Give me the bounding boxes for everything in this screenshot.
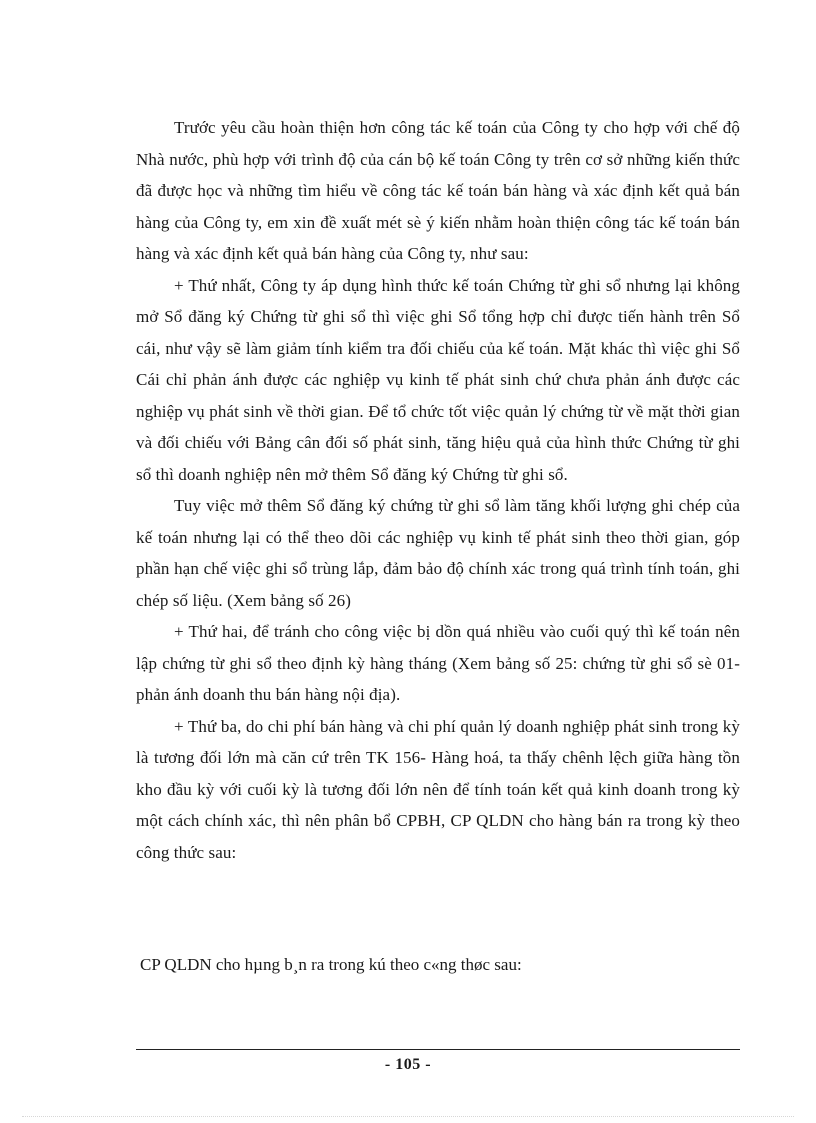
paragraph-first-point: + Thứ nhất, Công ty áp dụng hình thức kế toán Chứng từ ghi sổ nhưng lại không mở Sổ đăng ký Chứng từ ghi sổ thì việc ghi Sổ tổng hợp chỉ được tiến hành trên Sổ cái, như vậy sẽ làm giảm tính kiểm tra đối chiếu của kế toán. Mặt khác thì việc ghi Sổ Cái chỉ phản ánh được các nghiệp vụ kinh tế phát sinh chứ chưa phản ánh được các nghiệp vụ phát sinh về thời gian. Để tổ chức tốt việc quản lý chứng từ về mặt thời gian và đối chiếu với Bảng cân đối số phát sinh, tăng hiệu quả của hình thức Chứng từ ghi sổ thì doanh nghiệp nên mở thêm Sổ đăng ký Chứng từ ghi sổ. xyxy=(136,275,740,484)
paragraph-intro: Trước yêu cầu hoàn thiện hơn công tác kế toán của Công ty cho hợp với chế độ Nhà nước, phù hợp với trình độ của cán bộ kế toán Công ty trên cơ sở những kiến thức đã được học và những tìm hiểu về công tác kế toán bán hàng và xác định kết quả bán hàng của Công ty, em xin đề xuất mét sè ý kiến nhằm hoàn thiện công tác kế toán bán hàng và xác định kết quả bán hàng của Công ty, như sau: xyxy=(136,118,740,263)
body-text xyxy=(136,112,740,868)
page-bottom-dotted-border xyxy=(22,1116,794,1117)
garbled-encoding-line: CP QLDN cho hµng b¸n ra trong kú theo c«ng thøc sau: xyxy=(140,955,522,974)
footer-divider xyxy=(136,1049,740,1050)
paragraph-register-note: Tuy việc mở thêm Sổ đăng ký chứng từ ghi sổ làm tăng khối lượng ghi chép của kế toán nhưng lại có thể theo dõi các nghiệp vụ kinh tế phát sinh theo thời gian, góp phần hạn chế việc ghi sổ trùng lắp, đảm bảo độ chính xác trong quá trình tính toán, ghi chép số liệu. (Xem bảng số 26) xyxy=(136,496,740,610)
paragraph-second-point: + Thứ hai, để tránh cho công việc bị dồn quá nhiều vào cuối quý thì kế toán nên lập chứng từ ghi sổ theo định kỳ hàng tháng (Xem bảng số 25: chứng từ ghi sổ sè 01- phản ánh doanh thu bán hàng nội địa). xyxy=(136,622,740,704)
page-number: - 105 - xyxy=(384,1056,432,1073)
paragraph-third-point: + Thứ ba, do chi phí bán hàng và chi phí quản lý doanh nghiệp phát sinh trong kỳ là tương đối lớn mà căn cứ trên TK 156- Hàng hoá, ta thấy chênh lệch giữa hàng tồn kho đầu kỳ với cuối kỳ là tương đối lớn nên để tính toán kết quả kinh doanh trong kỳ một cách chính xác, thì nên phân bổ CPBH, CP QLDN cho hàng bán ra trong kỳ theo công thức sau: xyxy=(136,716,740,862)
